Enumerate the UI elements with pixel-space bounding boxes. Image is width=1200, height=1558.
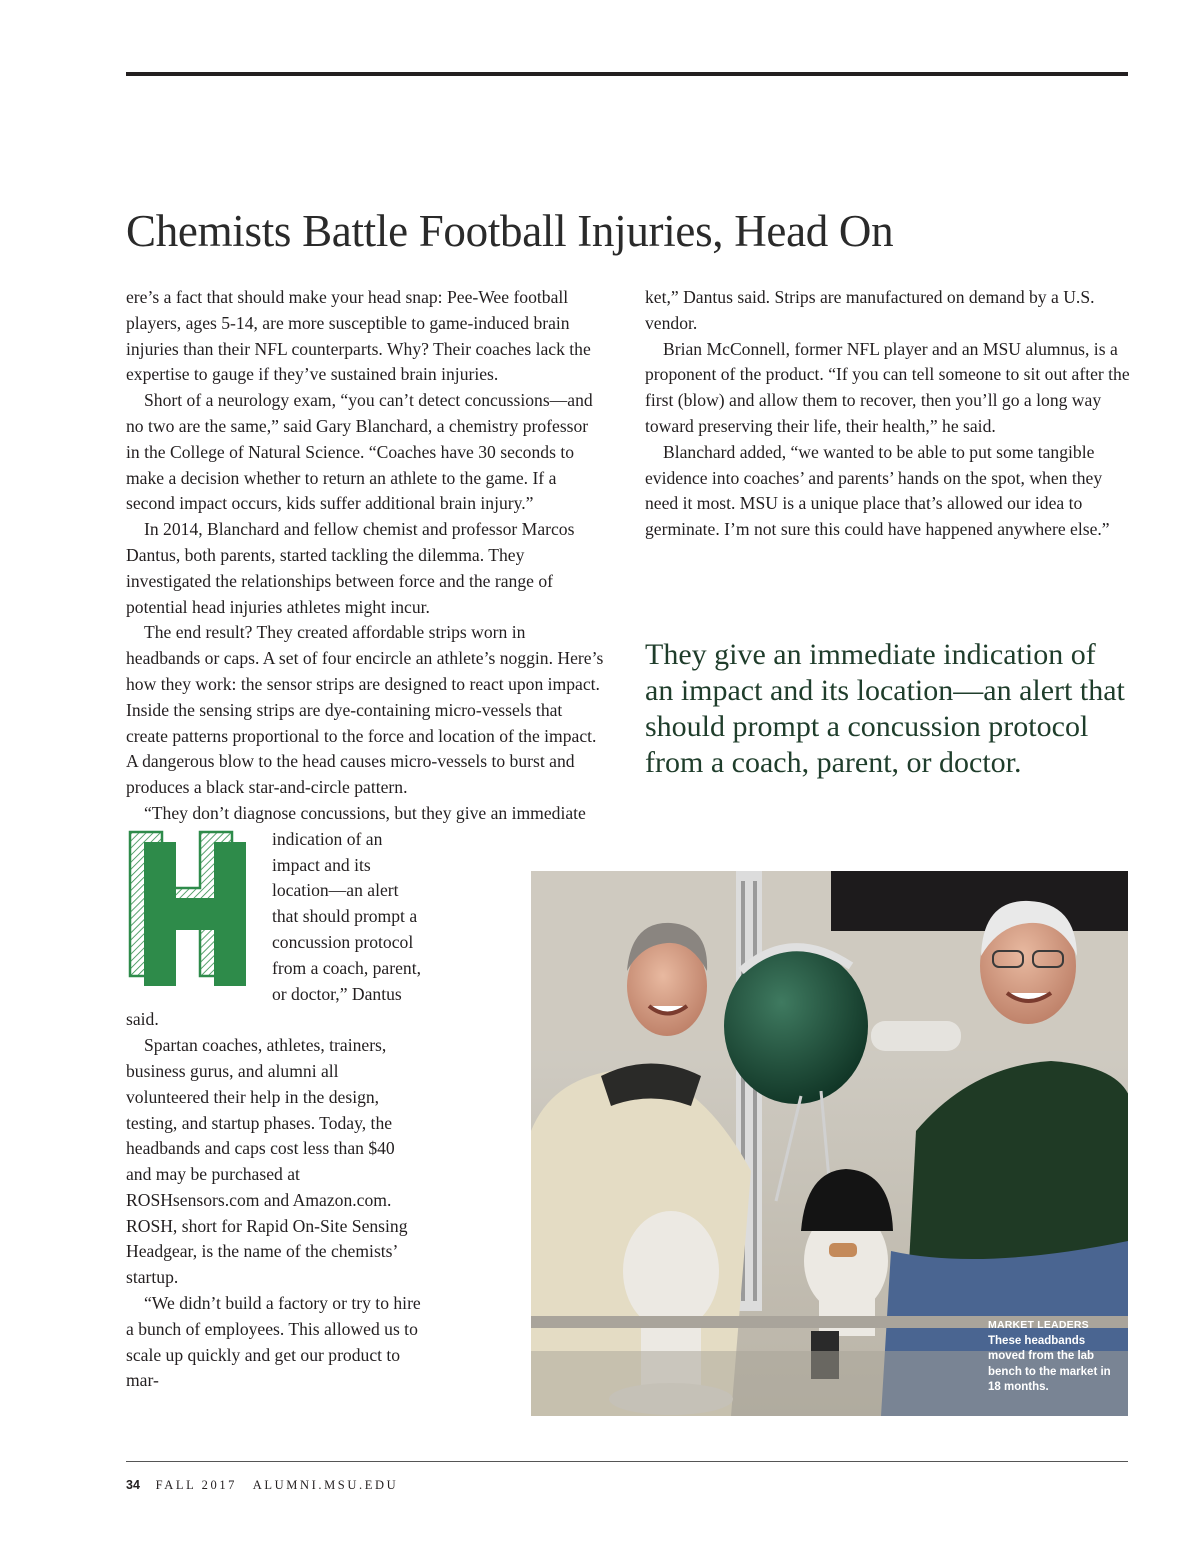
paragraph-mcconnell: Brian McConnell, former NFL player and an MSU alumnus, is a proponent of the product. “If you can tell someone to sit out after the first (blow) and allow them to recover, then you’ll go a long way toward preserving their life, their health,” he said.	[645, 338, 1130, 436]
issue-label: FALL 2017	[155, 1478, 238, 1492]
paragraph-blanchard-quote: Short of a neurology exam, “you can’t detect concussions—and no two are the same,” said Gary Blanchard, a chemistry professor in the College of Natural Science. “Coaches have 30 seconds to make a decision whether to return an athlete to the game. If a second impact occurs, kids suffer additional brain injury.”	[126, 390, 593, 514]
paragraph-how-it-works: The end result? They created affordable strips worn in headbands or caps. A set of four encircle an athlete’s noggin. Here’s how they work: the sensor strips are designed to react upon impact. Inside the sensing strips are dye-containing micro-vessels that create patterns proportional to the force and location of the impact. A dangerous blow to the head causes micro-vessels to burst and produces a black star-and-circle pattern.	[126, 622, 604, 798]
drop-cap-letter: H	[124, 826, 125, 827]
paragraph-blanchard-closing: Blanchard added, “we wanted to be able to put some tangible evidence into coaches’ and parents’ hands on the spot, when they need it most. MSU is a unique place that’s allowed our idea to germinate. I’m not sure this could have happened anywhere else.”	[645, 441, 1110, 540]
article-title: Chemists Battle Football Injuries, Head On	[126, 206, 894, 256]
paragraph-intro: ere’s a fact that should make your head snap: Pee-Wee football players, ages 5-14, are more susceptible to game-induced brain injuries than their NFL counterparts. Why? Their coaches lack the expertise to gauge if they’ve sustained brain injuries.	[126, 287, 591, 385]
top-rule	[126, 72, 1128, 76]
paragraph-research: In 2014, Blanchard and fellow chemist and professor Marcos Dantus, both parents, started tackling the dilemma. They investigated the relationships between force and the range of potential head injuries athletes might incur.	[126, 519, 575, 617]
page-footer	[126, 1478, 398, 1493]
paragraph-dantus-quote: “They don’t diagnose concussions, but they give an immediate indication of an impact and its location—an alert that should prompt a concussion protocol from a coach, parent, or doctor,” Dantus said.	[126, 802, 586, 1030]
page-number: 34	[126, 1478, 140, 1492]
bottom-rule	[126, 1461, 1128, 1462]
pull-quote: They give an immediate indication of an impact and its location—an alert that should prompt a concussion protocol from a coach, parent, or doctor.	[645, 638, 1125, 779]
paragraph-factory: “We didn’t build a factory or try to hire a bunch of employees. This allowed us to scale up quickly and get our product to mar-	[126, 1293, 421, 1391]
article-column-right	[645, 285, 1132, 543]
paragraph-startup: Spartan coaches, athletes, trainers, business gurus, and alumni all volunteered their help in the design, testing, and startup phases. Today, the headbands and caps cost less than $40 and may be purchased at ROSHsensors.com and Amazon.com. ROSH, short for Rapid On-Site Sensing Headgear, is the name of the chemists’ startup.	[126, 1035, 408, 1288]
caption-body: These headbands moved from the lab bench to the market in 18 months.	[988, 1334, 1111, 1394]
caption-heading: MARKET LEADERS	[988, 1319, 1089, 1331]
photo-caption-text	[988, 1318, 1118, 1396]
paragraph-vendor: ket,” Dantus said. Strips are manufactured on demand by a U.S. vendor.	[645, 287, 1095, 333]
site-label: ALUMNI.MSU.EDU	[252, 1478, 399, 1492]
drop-cap-h	[124, 826, 264, 996]
